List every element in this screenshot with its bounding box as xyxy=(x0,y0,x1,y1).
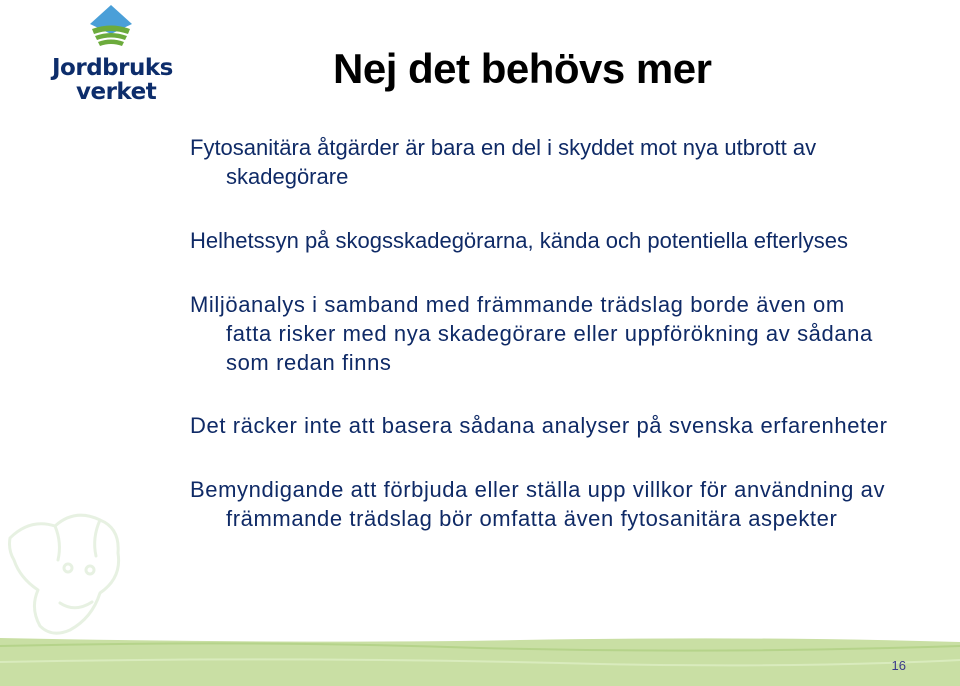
page-number: 16 xyxy=(891,658,906,673)
bullet-item: Miljöanalys i samband med främmande trädslag borde även om fatta risker med nya skadegörare eller uppförökning av sådana som redan finns xyxy=(190,292,873,375)
bullet-item: Det räcker inte att basera sådana analyser på svenska erfarenheter xyxy=(190,413,888,438)
bullet-item: Fytosanitära åtgärder är bara en del i skyddet mot nya utbrott av skadegörare xyxy=(190,135,817,189)
bullet-item: Bemyndigande att förbjuda eller ställa upp villkor för användning av främmande trädslag bör omfatta även fytosanitära aspekter xyxy=(190,477,886,531)
footer-band xyxy=(0,636,960,686)
slide-title: Nej det behövs mer xyxy=(333,45,712,92)
jordbruksverket-logo xyxy=(48,4,176,104)
bullet-list xyxy=(190,133,890,533)
logo-wordmark xyxy=(52,56,173,104)
logo-emblem-icon xyxy=(88,4,134,50)
logo-line2: verket xyxy=(76,79,157,105)
cow-watermark-icon xyxy=(0,498,180,648)
logo-line1: Jordbruks xyxy=(52,55,173,81)
bullet-item: Helhetssyn på skogsskadegörarna, kända och potentiella efterlyses xyxy=(190,228,848,253)
